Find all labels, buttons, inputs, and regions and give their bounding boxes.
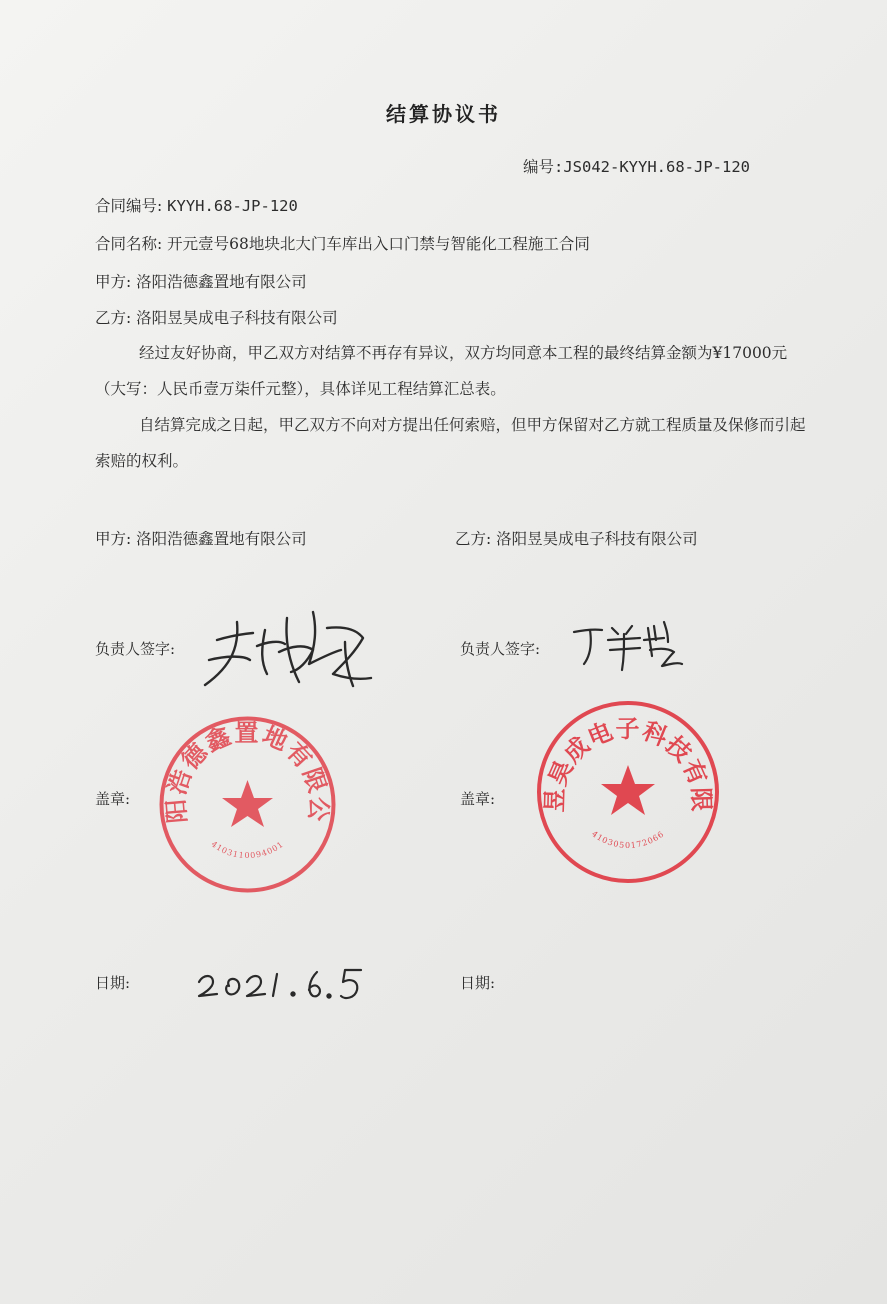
contract-number-value: KYYH.68-JP-120 xyxy=(167,197,298,215)
svg-text:洛阳浩德鑫置地有限公司: 阳浩德鑫置地有限公 xyxy=(160,718,335,825)
svg-text:4103050172066: 4103050172066 xyxy=(590,829,666,850)
contract-name-label: 合同名称: xyxy=(95,235,163,253)
contract-name-value: 开元壹号68地块北大门车库出入口门禁与智能化工程施工合同 xyxy=(167,235,590,253)
party-a-name: 洛阳浩德鑫置地有限公司 xyxy=(136,273,307,291)
party-a-seal-label: 盖章: xyxy=(95,790,131,808)
party-a-date-label: 日期: xyxy=(95,974,131,992)
document-title: 结算协议书 xyxy=(386,102,501,126)
party-a-label: 甲方: xyxy=(95,273,132,291)
party-a-company-seal xyxy=(155,712,340,897)
document-number-label: 编号: xyxy=(523,158,564,176)
paragraph-settlement-amount: 经过友好协商，甲乙双方对结算不再存有异议，双方均同意本工程的最终结算金额为¥17000元（大写：人民币壹万柒仟元整），具体详见工程结算汇总表。 xyxy=(95,344,788,398)
sign-party-b-label: 乙方: xyxy=(455,530,492,548)
party-b-handwritten-signature xyxy=(570,616,685,676)
contract-name xyxy=(95,232,590,254)
document-number-value: JS042-KYYH.68-JP-120 xyxy=(563,158,750,176)
party-b-line xyxy=(95,306,338,328)
document-number xyxy=(523,155,750,177)
party-a-line xyxy=(95,270,307,292)
contract-number xyxy=(95,194,298,216)
sign-party-b xyxy=(455,527,698,549)
paragraph-claims: 自结算完成之日起，甲乙双方不向对方提出任何索赔，但甲方保留对乙方就工程质量及保修而引起索赔的权利。 xyxy=(95,416,806,470)
party-b-label: 乙方: xyxy=(95,309,132,327)
sign-party-b-name: 洛阳昱昊成电子科技有限公司 xyxy=(496,530,698,548)
sign-party-a-label: 甲方: xyxy=(95,530,132,548)
party-b-date-label: 日期: xyxy=(460,974,496,992)
party-b-seal-label: 盖章: xyxy=(460,790,496,808)
sign-party-a-name: 洛阳浩德鑫置地有限公司 xyxy=(136,530,307,548)
contract-number-label: 合同编号: xyxy=(95,197,163,215)
party-b-name: 洛阳昱昊成电子科技有限公司 xyxy=(136,309,338,327)
party-a-handwritten-signature xyxy=(195,600,390,695)
svg-text:洛阳昱昊成电子科技有限公司: 昱昊成电子科技有限 xyxy=(539,714,717,813)
sign-party-a xyxy=(95,527,307,549)
svg-text:4103110094001: 4103110094001 xyxy=(209,839,286,861)
party-b-company-seal xyxy=(533,697,723,887)
party-a-handwritten-date xyxy=(195,960,370,1010)
party-a-signer-label: 负责人签字: xyxy=(95,640,176,658)
party-b-signer-label: 负责人签字: xyxy=(460,640,541,658)
